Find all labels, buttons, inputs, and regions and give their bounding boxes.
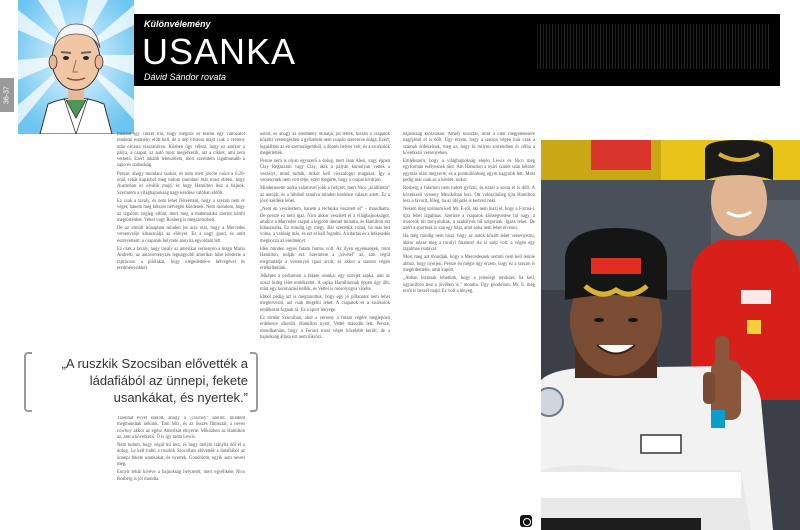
column-kicker: Különvélemény bbox=[144, 19, 211, 29]
paragraph: Ez történt Szocsiban, ahol a verseny a futam végére meglepően érdekesre sikerült. Hamilton nyert, Vettel második lett. Persze, mondhatnám, hogy a Ferrari most végre közelebb került, de a bajnokság állása ezt nem tükrözi. bbox=[260, 316, 390, 340]
article-column-1 bbox=[117, 132, 245, 347]
paragraph: Most meg azt mondják, hogy a Mercedesnek semmi nem kell tennie ahhoz, hogy nyerjen. Persze én mégis úgy érzem, hogy ez a szezon is megérdemelte, amit kapott. bbox=[403, 255, 535, 273]
paragraph: Ez csak a tavaly, és nem lehet félreérteni, hogy a szezon nem ér véget, hanem még kétszer hétvégén küzdenek. Nem mondom, hogy az izgalom végleg eltűnt, mert még a matematika szerint bármi megtörténhet. Vettel vagy Rosberg is megszerezheti. bbox=[117, 198, 245, 223]
paragraph: bajnokság kiosztásán. Amely kiosztás, mint a cikk megjelenésére nagyjából el is dőlt. Úgy érzem, hogy a szezon végén már csak a számok érdekelnek, meg az, hogy ki milyen sorrendben ér célba a következő versenyeken. bbox=[403, 132, 535, 156]
paragraph: „Nem én veszítettem, hanem a technika veszített el” – mondhatta. De persze ez nem igaz. Nico akkor veszített el a világbajnokságot, amikor a Mercedes csapat a legjobb ütemét mutatta, és Hamilton ezt kihasználta. Ez mindig így megy. Bár szerettük volna, ha más lett volna, a valóság más, és ezt el kell fogadni. A kitartás és a lelkesedés meghozza az eredményt. bbox=[260, 207, 390, 244]
columnist-portrait-illustration bbox=[18, 0, 134, 134]
page-number-tab bbox=[0, 78, 14, 112]
paragraph: Tizenhat évvel ezelőtt, ahogy a „cowboy” szerint, mindent megmondtak nekünk. Tom Mix, és az összes filmsztár, a neves cowboy akkor az egész Amerikát elnyerte. Miközben az Hamilton az, ami a következő. Ő is így tudta Lewis. bbox=[117, 416, 245, 440]
article-column-2 bbox=[260, 132, 390, 530]
paragraph: Jelképes a pódiumon a fekete usanka: egy szovjet sapka, ami az orosz hideg télre emlékeztet. A sapka Hamiltonnak éppen úgy állt, mint egy koronázási kellék, és Vettel is mosolyogva viselte. bbox=[260, 274, 390, 292]
podium-photo-illustration bbox=[541, 140, 800, 530]
paragraph: Nekem még szólnom kell Mr. E-ről, aki nem hiszi el, hogy a Forma-1 újra lehet izgalmas. Szerinte a csapatok költségvetése túl nagy, a motorok túl bonyolultak, a szabályok túl szigorúak. Igaza lehet. De azért a sportnak is van egy bája, amit soha nem lehet elvenni. bbox=[403, 207, 535, 232]
paragraph: Persze, ahogy mondani szokás, és nem mert jövőre csúcs a 6:20-onál, tehát kapásból meg tudom mondani már most ebben, hogy Austinban ez elválik majd, és hogy Hamilton lesz a bajnok. Szerintem a világbajnokság nagy kérdése valóban eldőlt. bbox=[117, 171, 245, 196]
header-decor-stripes bbox=[535, 24, 770, 69]
paragraph: Imádok így cikket írni, hogy megírni és leadni egy változatot rendelni eszmény előtt kell, de a nép olvassa majd csak a verseny után olvasta visszanézve. Közben úgy vélem, hogy ez amikor a pálya, a csapat, az autó most megérkezik, azt a cikket, ami nem vethető. Ezért inkább lebeszélem, mert szerintem izgalmasabb a sajtó és szabadság. bbox=[117, 132, 245, 169]
pull-quote bbox=[20, 352, 260, 412]
paragraph: Idén minden egyes futam fontos volt. Az ilyen egyéniségek, mint Hamilton, tudják ezt. Szerintem a „kivétel” az, ami végül megmutatja a versenyző igazi arcát, és akkor a szezon végén értékelhetünk. bbox=[260, 247, 390, 271]
pull-quote-text: „A ruszkik Szocsiban elővették a ládafiából az ünnepi, fekete usankákat, és nyertek.” bbox=[61, 356, 248, 405]
paragraph: üstölt, és ahogy az eredmény mutatja, jól tették, hiszen a csapatok közötti versengésben a győzelem nem csupán szerencse dolga. Ezért, legalábbis az én szemszögemből, a döntés helyes volt, és a szurkolók megértették. bbox=[260, 132, 390, 156]
paragraph: Nem tudom, hogy végül mi lesz, és hogy melyik irányba dől el a dolog. Le kell tudni a ruszkik Szocsiban elővették a ládafiából az ünnepi fekete usankákat, és nyertek. Gondolom, egyik sem neveti meg. bbox=[117, 443, 245, 468]
camera-icon bbox=[520, 515, 532, 527]
paragraph: Ha még mindig nem hiszi, hogy az autók között lehet versenyezni, akkor nézze meg a tavalyi futamot! Az is szép volt, a végén egy izgalmas csatával. bbox=[403, 234, 535, 253]
quote-bracket-right bbox=[250, 352, 258, 412]
paragraph: Ebből pedig azt is megtanultuk, hogy egy jó pillanatot nem lehet megtervezni, azt csak megélni lehet. A csapatok és a szurkolók emlékezni fognak rá. Ez a sport lényege. bbox=[260, 295, 390, 313]
paragraph: Ennyit tehát kivéve a bajnokság helyzetét, mert egyébként Nico Rosberg is jól mondta. bbox=[117, 470, 245, 482]
paragraph: Emlékszem, hogy a világbajnokság elején Lewis és Nico még egyformán esélyesnek tűnt. Ám Hamilton a nyári szünet után kétszer egymás után megverte, és a pontkülönbség egyre nagyobb lett. Most pedig már csak az a kérdés, mikor. bbox=[403, 159, 535, 184]
article-column-1-continued bbox=[117, 416, 245, 530]
quote-bracket-left bbox=[24, 352, 32, 412]
paragraph: Mindenesetre azóta valamivel jobb a helyzet, mert Nico „kiállította” az autóját, és a hibából tanulva minden kérdésre választ adott. Ez a jövő kérdése lehet. bbox=[260, 186, 390, 204]
paragraph: De az elmúlt hónapban minden jel arra utal, hogy a Mercedes versenyzője kihasználja az előnyét. Ez a nagy gond, és amit észrevettem: a csapatok helyzete annyira egyoldalú lett. bbox=[117, 226, 245, 244]
podium-photo bbox=[541, 140, 800, 530]
column-header bbox=[134, 14, 780, 86]
paragraph: Persze nem is olyan egyszerű a dolog, mert Jean Alesi, vagy éppen Clay Regazzoni vagy Clay, akik a pályán komolyan vették a veszélyt, mind tudták, mikor kell visszafogni magukat. Így a versenynek nem volt tétje, ezért megérte, hogy a csapat kivárjon. bbox=[260, 159, 390, 184]
page-number: 36-37 bbox=[3, 86, 11, 104]
columnist-portrait bbox=[18, 0, 134, 134]
paragraph: „Abban biztosak lehetünk, hogy a jelenlegi rendszer, ha kell, ugyanilyen lesz a jövőben is,” mondta. Úgy gondolom, Mr. E. még erről is beszél majd. Ez volt a lényeg. bbox=[403, 276, 535, 294]
article-column-3 bbox=[403, 132, 535, 530]
column-author: Dávid Sándor rovata bbox=[144, 72, 227, 82]
column-title: USANKA bbox=[142, 31, 297, 72]
paragraph: Ez csak a tavaly, hogy tavaly az amerikai versenyen a mago Mario Andretti, az autóversenyzés legnagyobb amerikai hőse kérdezte a rajtrácson a pilótákat, hogy elégedettek-e hétvégével és eredményeikkel. bbox=[117, 247, 245, 271]
paragraph: Rosberg a futamon nem tudott győzni, és ezzel a sorsa el is dőlt. A következő verseny Mexikóban lesz. Ott valószínűleg újra Hamilton lesz a favorit, főleg, ha az időjárás is kedvez neki. bbox=[403, 186, 535, 204]
